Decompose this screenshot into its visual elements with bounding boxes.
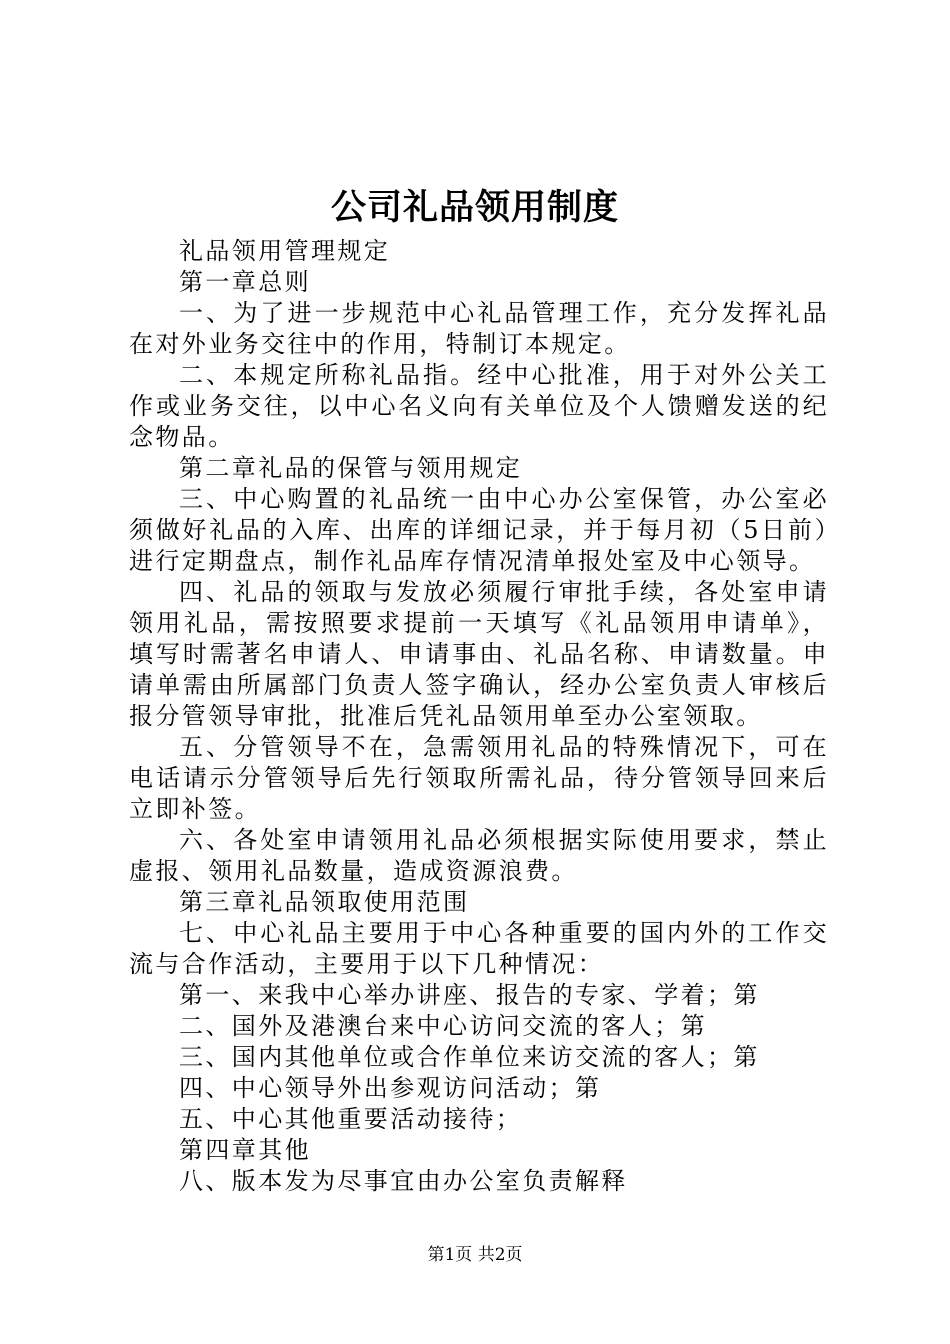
article-3-paragraph: 三、中心购置的礼品统一由中心办公室保管，办公室必须做好礼品的入库、出库的详细记录，并于每月初（5日前）进行定期盘点，制作礼品库存情况清单报处室及中心领导。 (129, 485, 829, 575)
chapter-1-heading: 第一章总则 (179, 268, 311, 296)
document-body (129, 236, 829, 1197)
list-item-paragraph: 第一、来我中心举办讲座、报告的专家、学着；第 (179, 981, 760, 1009)
list-item-paragraph: 五、中心其他重要活动接待； (179, 1105, 523, 1133)
article-6-paragraph: 六、各处室申请领用礼品必须根据实际使用要求，禁止虚报、领用礼品数量，造成资源浪费。 (129, 826, 829, 885)
article-2-paragraph: 二、本规定所称礼品指。经中心批准，用于对外公关工作或业务交往，以中心名义向有关单位及个人馈赠发送的纪念物品。 (129, 361, 829, 451)
article-7-paragraph: 七、中心礼品主要用于中心各种重要的国内外的工作交流与合作活动，主要用于以下几种情况： (129, 919, 829, 978)
article-1-paragraph: 一、为了进一步规范中心礼品管理工作，充分发挥礼品在对外业务交往中的作用，特制订本规定。 (129, 299, 829, 358)
document-title: 公司礼品领用制度 (330, 187, 619, 228)
chapter-4-heading: 第四章其他 (179, 1136, 311, 1164)
subtitle-paragraph: 礼品领用管理规定 (179, 237, 391, 265)
chapter-2-heading: 第二章礼品的保管与领用规定 (179, 454, 523, 482)
list-item-paragraph: 三、国内其他单位或合作单位来访交流的客人；第 (179, 1043, 760, 1071)
article-4-paragraph: 四、礼品的领取与发放必须履行审批手续，各处室申请领用礼品，需按照要求提前一天填写《礼品领用申请单》，填写时需著名申请人、申请事由、礼品名称、申请数量。申请单需由所属部门负责人签字确认，经办公室负责人审核后报分管领导审批，批准后凭礼品领用单至办公室领取。 (129, 578, 829, 730)
article-8-paragraph: 八、版本发为尽事宜由办公室负责解释 (179, 1167, 628, 1195)
page-number-footer: 第1页 共2页 (427, 1245, 523, 1265)
article-5-paragraph: 五、分管领导不在，急需领用礼品的特殊情况下，可在电话请示分管领导后先行领取所需礼品，待分管领导回来后立即补签。 (129, 733, 829, 823)
chapter-3-heading: 第三章礼品领取使用范围 (179, 888, 470, 916)
list-item-paragraph: 四、中心领导外出参观访问活动；第 (179, 1074, 602, 1102)
list-item-paragraph: 二、国外及港澳台来中心访问交流的客人；第 (179, 1012, 707, 1040)
